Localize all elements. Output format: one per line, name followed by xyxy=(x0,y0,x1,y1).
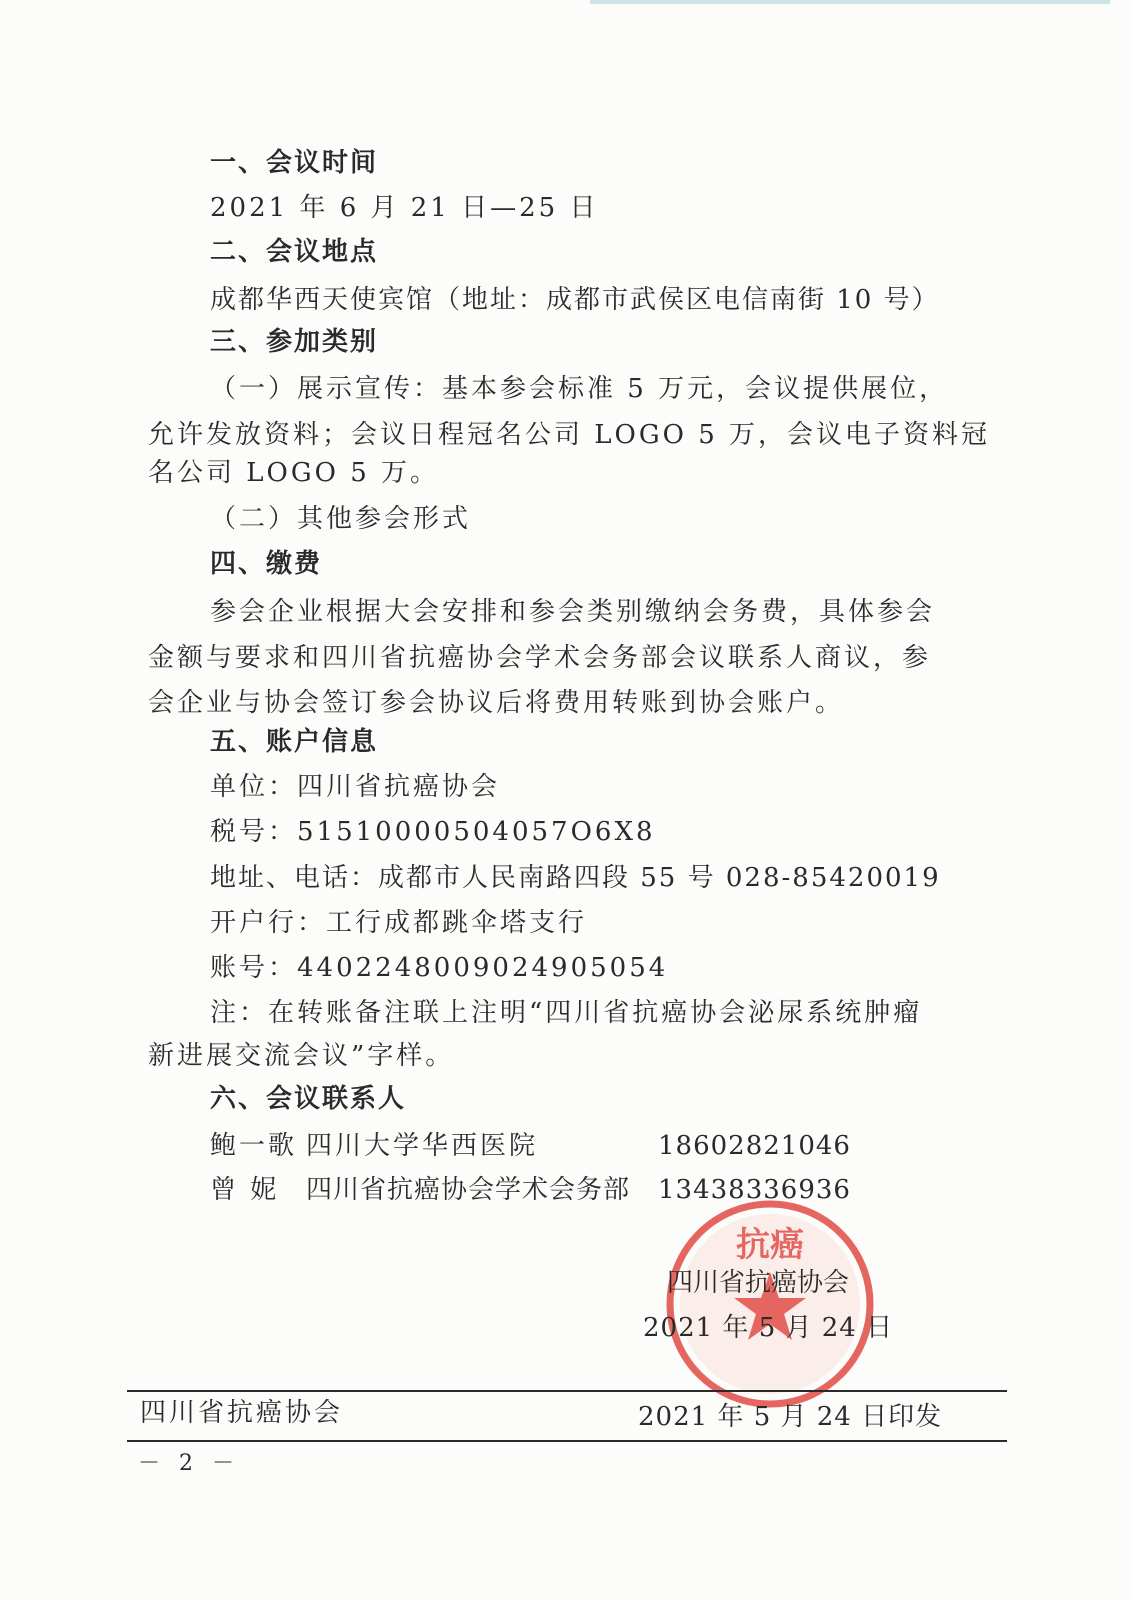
heading-participation-type: 三、参加类别 xyxy=(210,327,379,357)
contact-2-name: 曾 妮 xyxy=(210,1175,280,1205)
scan-edge-line xyxy=(590,0,1110,4)
heading-payment: 四、缴费 xyxy=(210,549,323,579)
contact-2-org: 四川省抗癌协会学术会务部 xyxy=(306,1175,631,1205)
official-seal-icon xyxy=(664,1198,876,1410)
payment-line-3: 会企业与协会签订参会协议后将费用转账到协会账户。 xyxy=(148,688,845,718)
contact-2-phone: 13438336936 xyxy=(658,1175,851,1205)
footer-top-rule xyxy=(127,1390,1007,1392)
account-unit: 单位：四川省抗癌协会 xyxy=(210,772,501,802)
account-number: 账号：4402248009024905054 xyxy=(210,953,669,983)
payment-line-1: 参会企业根据大会安排和参会类别缴纳会务费，具体参会 xyxy=(210,597,936,627)
signature-date: 2021 年 5 月 24 日 xyxy=(643,1313,894,1343)
signature-org: 四川省抗癌协会 xyxy=(667,1268,850,1298)
payment-line-2: 金额与要求和四川省抗癌协会学术会务部会议联系人商议，参 xyxy=(148,643,932,673)
footer-bottom-rule xyxy=(127,1440,1007,1442)
footer-org: 四川省抗癌协会 xyxy=(140,1398,344,1428)
account-address-phone: 地址、电话：成都市人民南路四段 55 号 028-85420019 xyxy=(210,863,941,893)
account-tax-id: 税号：51510000504057O6X8 xyxy=(210,817,656,847)
heading-meeting-time: 一、会议时间 xyxy=(210,148,379,178)
participation-line-1: （一）展示宣传：基本参会标准 5 万元，会议提供展位， xyxy=(210,374,949,404)
seal-text: 抗癌 xyxy=(736,1225,804,1265)
participation-other-forms: （二）其他参会形式 xyxy=(210,504,472,534)
heading-account-info: 五、账户信息 xyxy=(210,727,379,757)
participation-line-2: 允许发放资料；会议日程冠名公司 LOGO 5 万，会议电子资料冠 xyxy=(148,420,991,450)
heading-contacts: 六、会议联系人 xyxy=(210,1084,407,1114)
participation-line-3: 名公司 LOGO 5 万。 xyxy=(148,458,440,488)
heading-meeting-venue: 二、会议地点 xyxy=(210,237,379,267)
contact-1-phone: 18602821046 xyxy=(658,1131,851,1161)
account-note-line-2: 新进展交流会议”字样。 xyxy=(148,1041,455,1071)
account-note-line-1: 注：在转账备注联上注明“四川省抗癌协会泌尿系统肿瘤 xyxy=(210,998,923,1028)
meeting-venue-text: 成都华西天使宾馆（地址：成都市武侯区电信南街 10 号） xyxy=(210,285,940,315)
contact-1-name: 鲍一歌 xyxy=(210,1131,298,1161)
contact-1-org: 四川大学华西医院 xyxy=(306,1131,539,1161)
meeting-time-text: 2021 年 6 月 21 日—25 日 xyxy=(210,193,599,223)
footer-print-date: 2021 年 5 月 24 日印发 xyxy=(638,1402,943,1432)
page-number: － 2 － xyxy=(138,1451,240,1476)
account-bank: 开户行：工行成都跳伞塔支行 xyxy=(210,908,588,938)
